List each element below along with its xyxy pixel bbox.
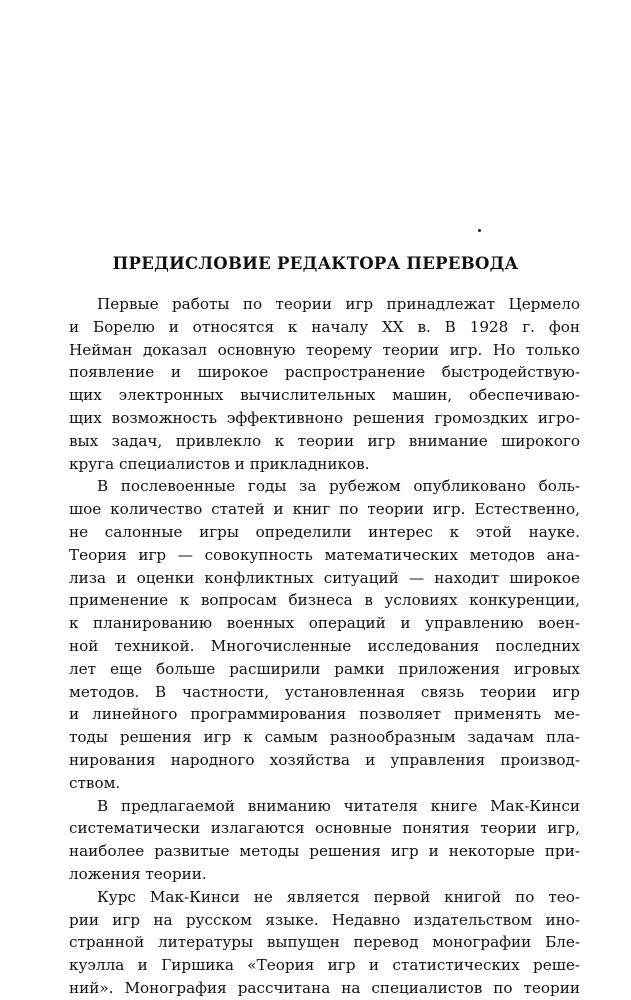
text-line: наиболее развитые методы решения игр и некоторые при-: [69, 842, 580, 861]
text-line: Первые работы по теории игр принадлежат Цермело: [97, 295, 580, 313]
text-line: Курс Мак-Кинси не является первой книгой по тео-: [97, 887, 580, 906]
text-line: шое количество статей и книг по теории игр. Естественно,: [69, 500, 580, 519]
paragraph: [69, 475, 580, 794]
paragraph: [69, 293, 580, 475]
text-line: ством.: [69, 773, 121, 792]
paragraph: [69, 795, 580, 886]
text-line: систематически излагаются основные понятия теории игр,: [69, 819, 580, 838]
paragraph: [69, 886, 580, 1000]
text-line: методов. В частности, установленная связь теории игр: [69, 682, 580, 701]
text-line: Нейман доказал основную теорему теории игр. Но только: [69, 340, 580, 359]
text-line: тоды решения игр к самым разнообразным задачам пла-: [69, 728, 580, 747]
text-line: не салонные игры определили интерес к этой науке.: [69, 522, 580, 541]
text-line: В предлагаемой вниманию читателя книге Мак-Кинси: [97, 796, 580, 815]
body-text: [69, 293, 580, 1000]
text-line: круга специалистов и прикладников.: [69, 454, 370, 473]
text-line: В послевоенные годы за рубежом опубликовано боль-: [97, 477, 580, 496]
text-line: странной литературы выпущен перевод монографии Бле-: [69, 933, 580, 952]
text-line: ной техникой. Многочисленные исследования последних: [69, 636, 580, 655]
print-speck: [478, 229, 481, 232]
text-line: появление и широкое распространение быстродействую-: [69, 363, 580, 382]
text-line: щих возможность эффективноно решения громоздких игро-: [69, 408, 580, 427]
text-line: нирования народного хозяйства и управления производ-: [69, 750, 580, 769]
text-line: ложения теории.: [69, 864, 207, 883]
text-line: лет еще больше расширили рамки приложения игровых: [69, 659, 580, 678]
text-line: Теория игр — совокупность математических методов ана-: [69, 545, 580, 564]
text-line: и Борелю и относятся к началу XX в. В 1928 г. фон: [69, 317, 580, 336]
text-line: рии игр на русском языке. Недавно издательством ино-: [69, 910, 580, 929]
text-line: вых задач, привлекло к теории игр внимание широкого: [69, 431, 580, 450]
text-line: применение к вопросам бизнеса в условиях конкуренции,: [69, 591, 580, 610]
text-line: куэлла и Гиршика «Теория игр и статистических реше-: [69, 956, 580, 975]
text-line: ний». Монография рассчитана на специалистов по теории: [69, 978, 580, 997]
text-line: щих электронных вычислительных машин, обеспечиваю-: [69, 386, 580, 405]
text-line: лиза и оценки конфликтных ситуаций — находит широкое: [69, 568, 580, 587]
text-line: и линейного программирования позволяет применять ме-: [69, 705, 580, 724]
page-title: ПРЕДИСЛОВИЕ РЕДАКТОРА ПЕРЕВОДА: [112, 254, 519, 273]
text-line: к планированию военных операций и управлению воен-: [69, 614, 580, 633]
